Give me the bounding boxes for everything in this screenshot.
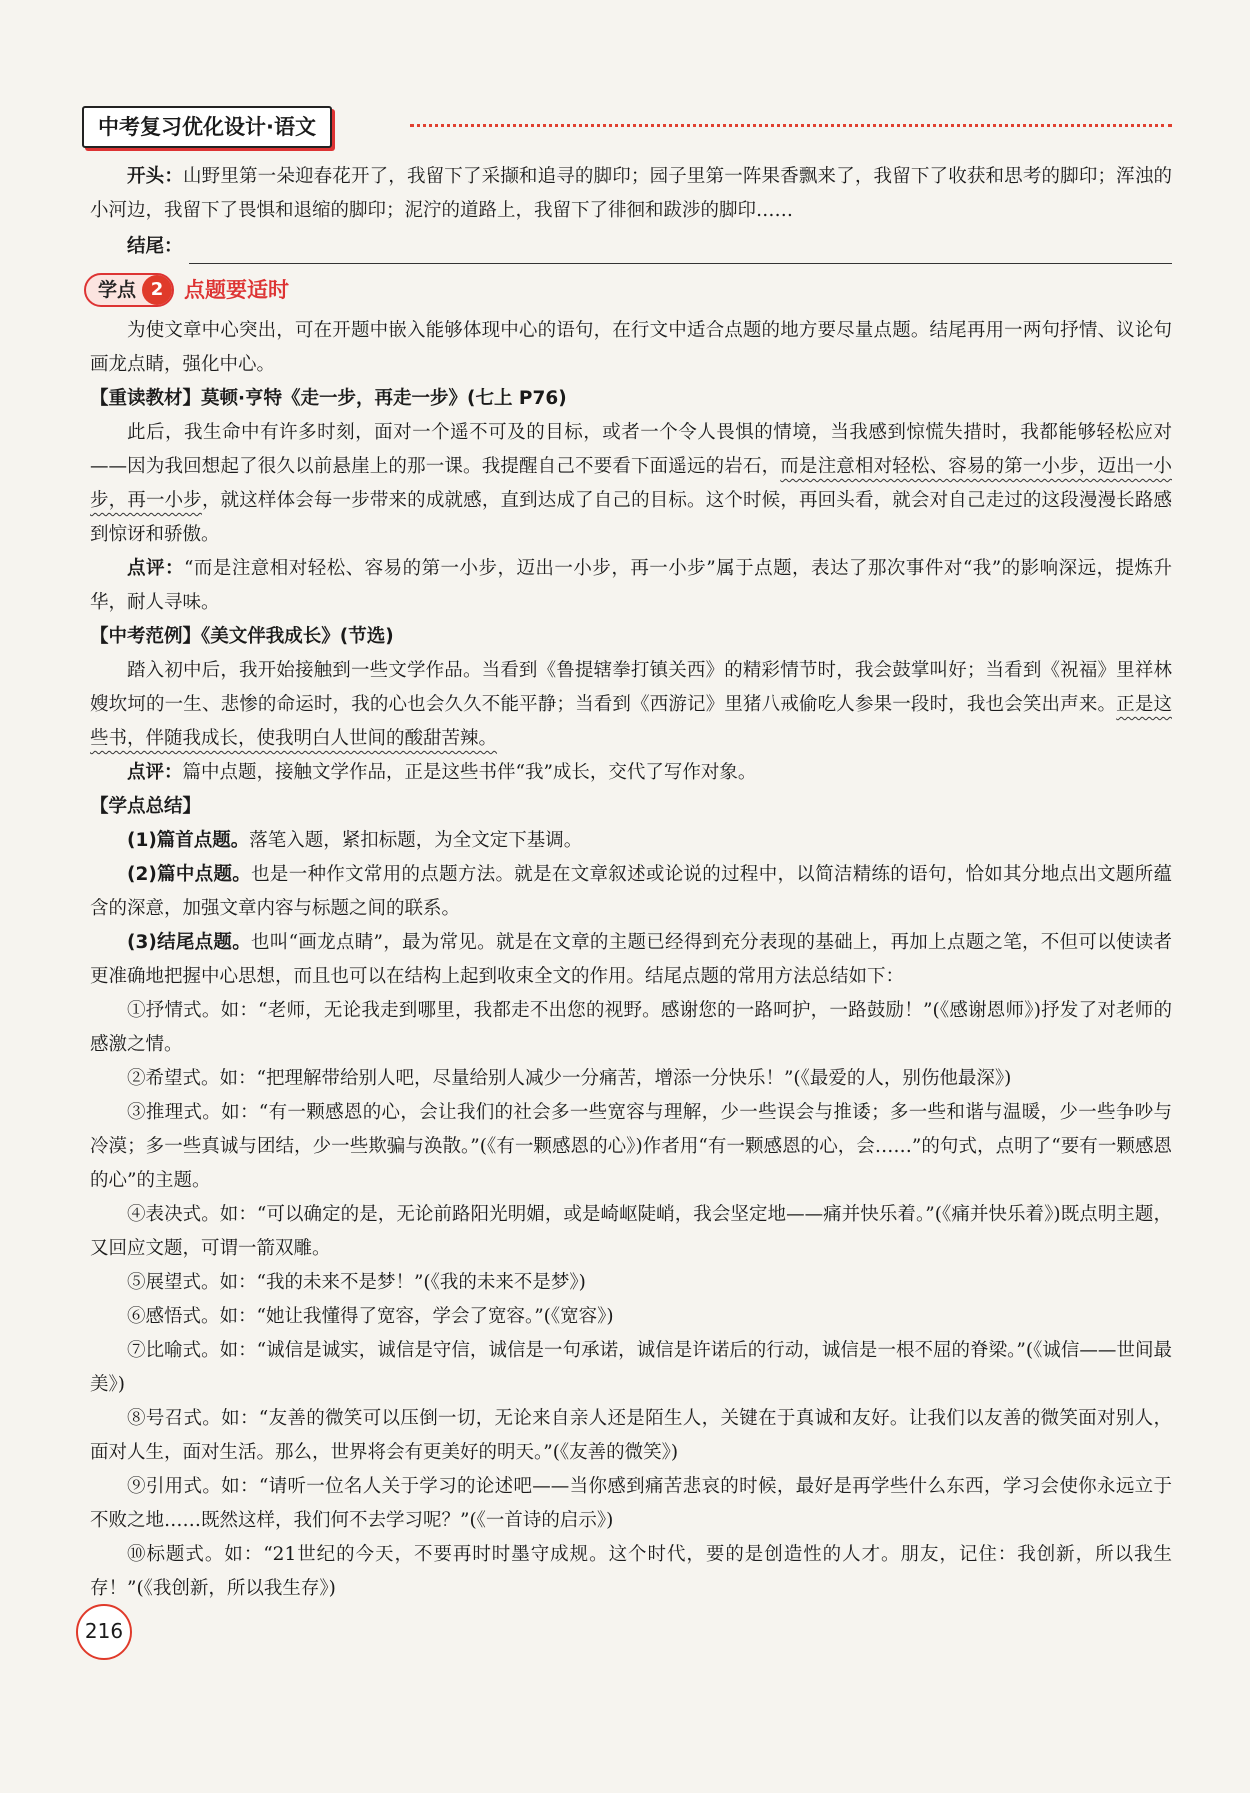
method-item: ⑦比喻式。如：“诚信是诚实，诚信是守信，诚信是一句承诺，诚信是许诺后的行动，诚信是一根不屈的脊梁。”(《诚信——世间最美》) (90, 1340, 1172, 1395)
summary-item-2 (90, 858, 1172, 926)
reread-heading: 【重读教材】莫顿·亨特《走一步，再走一步》(七上 P76) (90, 388, 567, 409)
opening-label: 开头： (127, 166, 183, 187)
method-item: ⑤展望式。如：“我的未来不是梦！”(《我的未来不是梦》) (127, 1272, 586, 1293)
reread-key-sentence: 而是注意相对轻松、容易的第一小步，迈出一小步，再一小步 (90, 456, 1172, 511)
answer-blank[interactable] (189, 237, 1172, 264)
header (82, 100, 1172, 148)
comment-label: 点评： (127, 762, 183, 783)
comment-label: 点评： (127, 558, 184, 579)
page-number: 216 (76, 1604, 132, 1660)
method-item: ②希望式。如：“把理解带给别人吧，尽量给别人减少一分痛苦，增添一分快乐！”(《最爱的人，别伤他最深》) (127, 1068, 1012, 1089)
section-heading (84, 270, 1172, 310)
header-divider (410, 124, 1172, 127)
comment-text: 篇中点题，接触文学作品，正是这些书伴“我”成长，交代了写作对象。 (182, 762, 757, 783)
method-item: ⑧号召式。如：“友善的微笑可以压倒一切，无论来自亲人还是陌生人，关键在于真诚和友好。让我们以友善的微笑面对别人，面对人生，面对生活。那么，世界将会有更美好的明天。”(《友善的微笑》) (90, 1408, 1172, 1463)
reread-text-1: 此后，我生命中有许多时刻，面对一个遥不可及的目标，或者一个令人畏惧的情境，当我感到惊慌失措时，我都能够轻松应对——因为我回想起了很久以前悬崖上的那一课。我提醒自己不要看下面遥远的岩石， (90, 422, 1172, 477)
reread-text-2: ，就这样体会每一步带来的成就感，直到达成了自己的目标。这个时候，再回头看，就会对自己走过的这段漫漫长路感到惊讶和骄傲。 (90, 490, 1172, 545)
reread-comment (90, 552, 1172, 620)
summary-item-1 (90, 824, 1172, 858)
summary-item-label: (1)篇首点题。 (127, 830, 250, 851)
example-text: 踏入初中后，我开始接触到一些文学作品。当看到《鲁提辖拳打镇关西》的精彩情节时，我会鼓掌叫好；当看到《祝福》里祥林嫂坎坷的一生、悲惨的命运时，我的心也会久久不能平静；当看到《西游记》里猪八戒偷吃人参果一段时，我也会笑出声来。 (90, 660, 1172, 715)
ending-answer-line[interactable] (90, 230, 1172, 264)
xuedian-label: 学点 (98, 279, 137, 301)
opening-text: 山野里第一朵迎春花开了，我留下了采撷和追寻的脚印；园子里第一阵果香飘来了，我留下了收获和思考的脚印；浑浊的小河边，我留下了畏惧和退缩的脚印；泥泞的道路上，我留下了徘徊和跋涉的脚印…… (90, 166, 1172, 221)
book-title: 中考复习优化设计·语文 (82, 106, 332, 148)
method-item: ①抒情式。如：“老师，无论我走到哪里，我都走不出您的视野。感谢您的一路呵护，一路鼓励！”(《感谢恩师》)抒发了对老师的感激之情。 (90, 1000, 1172, 1055)
summary-item-label: (3)结尾点题。 (127, 932, 252, 953)
summary-item-text: 也叫“画龙点睛”，最为常见。就是在文章的主题已经得到充分表现的基础上，再加上点题之笔，不但可以使读者更准确地把握中心思想，而且也可以在结构上起到收束全文的作用。结尾点题的常用方法总结如下： (90, 932, 1172, 987)
xuedian-number: 2 (142, 275, 172, 305)
example-comment (90, 756, 1172, 790)
summary-item-text: 落笔入题，紧扣标题，为全文定下基调。 (249, 830, 583, 851)
example-heading: 【中考范例】《美文伴我成长》(节选) (90, 626, 394, 647)
summary-item-3 (90, 926, 1172, 994)
section-title: 点题要适时 (184, 278, 290, 302)
xuedian-badge (84, 273, 174, 307)
method-item: ⑨引用式。如：“请听一位名人关于学习的论述吧——当你感到痛苦悲哀的时候，最好是再学些什么东西，学习会使你永远立于不败之地……既然这样，我们何不去学习呢？”(《一首诗的启示》) (90, 1476, 1172, 1531)
summary-item-text: 也是一种作文常用的点题方法。就是在文章叙述或论说的过程中，以简洁精练的语句，恰如其分地点出文题所蕴含的深意，加强文章内容与标题之间的联系。 (90, 864, 1172, 919)
method-item: ⑩标题式。如：“21世纪的今天，不要再时时墨守成规。这个时代，要的是创造性的人才。朋友，记住：我创新，所以我生存！”(《我创新，所以我生存》) (90, 1544, 1172, 1599)
example-paragraph (90, 654, 1172, 756)
method-item: ③推理式。如：“有一颗感恩的心，会让我们的社会多一些宽容与理解，少一些误会与推诿；多一些和谐与温暖，少一些争吵与冷漠；多一些真诚与团结，少一些欺骗与涣散。”(《有一颗感恩的心》)作者用“有一颗感恩的心，会……”的句式，点明了“要有一颗感恩的心”的主题。 (90, 1102, 1172, 1191)
intro-paragraph: 为使文章中心突出，可在开题中嵌入能够体现中心的语句，在行文中适合点题的地方要尽量点题。结尾再用一两句抒情、议论句画龙点睛，强化中心。 (90, 320, 1172, 375)
example-key-sentence: 正是这些书，伴随我成长，使我明白人世间的酸甜苦辣。 (90, 694, 1172, 749)
summary-heading: 【学点总结】 (90, 796, 202, 817)
ending-label: 结尾： (127, 236, 183, 257)
reread-paragraph (90, 416, 1172, 552)
comment-text: “而是注意相对轻松、容易的第一小步，迈出一小步，再一小步”属于点题，表达了那次事件对“我”的影响深远，提炼升华，耐人寻味。 (90, 558, 1172, 613)
summary-item-label: (2)篇中点题。 (127, 864, 252, 885)
opening-paragraph (90, 160, 1172, 228)
content (90, 160, 1172, 1606)
method-item: ⑥感悟式。如：“她让我懂得了宽容，学会了宽容。”(《宽容》) (127, 1306, 614, 1327)
method-item: ④表决式。如：“可以确定的是，无论前路阳光明媚，或是崎岖陡峭，我会坚定地——痛并快乐着。”(《痛并快乐着》)既点明主题，又回应文题，可谓一箭双雕。 (90, 1204, 1172, 1259)
